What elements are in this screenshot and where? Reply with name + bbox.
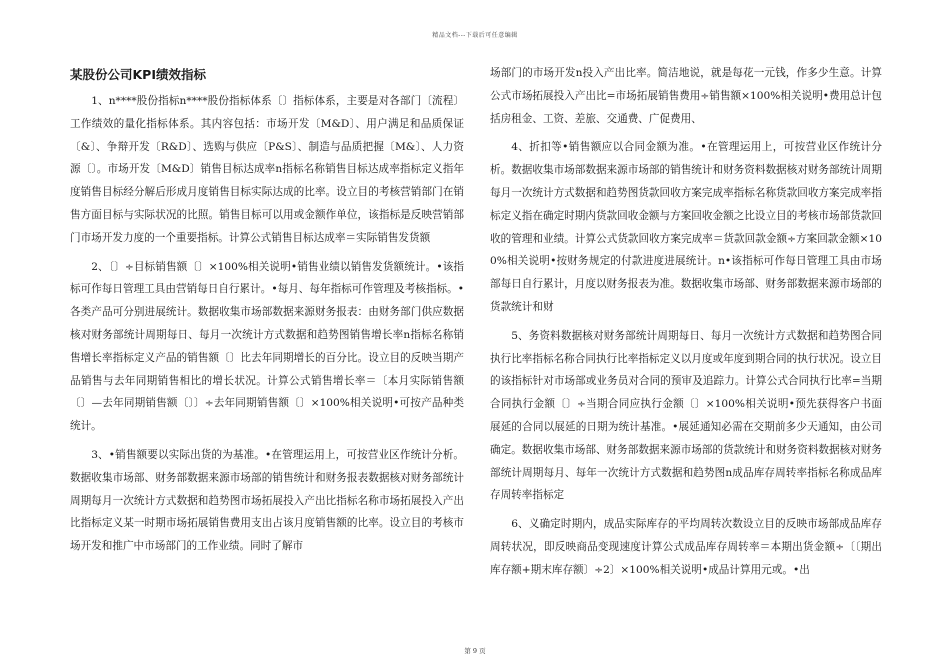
- page-number: 第 9 页: [464, 647, 486, 655]
- paragraph-3: 3、•销售额要以实际出货的为基准。•在管理运用上，可按营业区作统计分析。数据收集市场部、财务部数据来源市场部的销售统计和财务报表数据核对财务部统计周期每月一次统计方式数据和趋势图市场拓展投入产出比指标名称市场拓展投入产出比指标定义某一时期市场拓展销售费用支出占该月度销售额的比率。设立目的考核市场开发和推广中市场部门的工作业绩。同时了解市: [70, 448, 464, 553]
- paragraph-2: 2、〔〕÷目标销售额〔〕×100%相关说明•销售业绩以销售发货额统计。•该指标可作每日管理工具由营销每日自行累计。•每月、每年指标可作管理及考核指标。•各类产品可分别进展统计。数据收集市场部数据来源财务报表：由财务部门供应数据核对财务部统计周期每日、每月一次统计方式数据和趋势图销售增长率n指标名称销售增长率指标定义产品的销售额〔〕比去年同期增长的百分比。设立目的反映当期产品销售与去年同期销售相比的增长状况。计算公式销售增长率＝〔本月实际销售额〔〕—去年同期销售额〔〕〕÷去年同期销售额〔〕×100%相关说明•可按产品种类统计。: [70, 260, 464, 433]
- paragraph-6: 6、义确定时期内，成品实际库存的平均周转次数设立目的反映市场部成品库存周转状况，即反映商品变现速度计算公式成品库存周转率＝本期出货金额÷〔〔期出库存额+期末库存额〕÷2〕×100%相关说明•成品计算用元或。•出: [490, 518, 882, 576]
- right-column: [490, 62, 882, 588]
- paragraph-1: 1、n****股份指标n****股份指标体系〔〕指标体系，主要是对各部门〔流程〕工作绩效的量化指标体系。其内容包括：市场开发〔M&D〕、用户满足和品质保证〔&〕、争辩开发〔R&D〕、选购与供应〔P&S〕、制造与品质把握〔M&〕、人力资源〔〕。市场开发〔M&D〕销售目标达成率n指标名称销售目标达成率指标定义指年度销售目标经分解后形成月度销售目标实际达成的比率。设立目的考核营销部门在销售方面目标与实际状况的比照。销售目标可以用或金额作单位，该指标是反映营销部门市场开发力度的一个重要指标。计算公式销售目标达成率＝实际销售发货额: [70, 95, 464, 244]
- paragraph-5: 5、务资料数据核对财务部统计周期每日、每月一次统计方式数据和趋势图合同执行比率指标名称合同执行比率指标定义以月度或年度到期合同的执行状况。设立目的该指标针对市场部或业务员对合同的预审及追踪力。计算公式合同执行比率=当期合同执行金额〔〕÷当期合同应执行金额〔〕×100%相关说明•预先获得客户书面展延的合同以展延的日期为统计基准。•展延通知必需在交期前多少天通知，由公司确定。数据收集市场部、财务部数据来源市场部的货款统计和财务资料数据核对财务部统计周期每月、每年一次统计方式数据和趋势图n成品库存周转率指标名称成品库存周转率指标定: [490, 329, 882, 502]
- page-header: 精品文档---下载后可任意编辑: [432, 32, 518, 39]
- document-title: 某股份公司KPI绩效指标: [70, 67, 206, 82]
- paragraph-3-continued: 场部门的市场开发n投入产出比率。简洁地说，就是每花一元钱，作多少生意。计算公式市场拓展投入产出比=市场拓展销售费用÷销售额×100%相关说明•费用总计包括房租金、工资、差旅、交通费、广促费用、: [490, 67, 882, 125]
- paragraph-4: 4、折扣等•销售额应以合同金额为准。•在管理运用上，可按营业区作统计分析。数据收集市场部数据来源市场部的销售统计和财务资料数据核对财务部统计周期每月一次统计方式数据和趋势图货款回收方案完成率指标名称货款回收方案完成率指标定义指在确定时期内货款回收金额与方案回收金额之比设立目的考核市场部货款回收的管理和业绩。计算公式货款回收方案完成率＝货款回款金额÷方案回款金额×100%相关说明•按财务规定的付款进度进展统计。n•该指标可作每日管理工具由市场部每日自行累计，月度以财务报表为准。数据收集市场部、财务部数据来源市场部的货款统计和财: [490, 141, 882, 313]
- left-column: [70, 62, 464, 564]
